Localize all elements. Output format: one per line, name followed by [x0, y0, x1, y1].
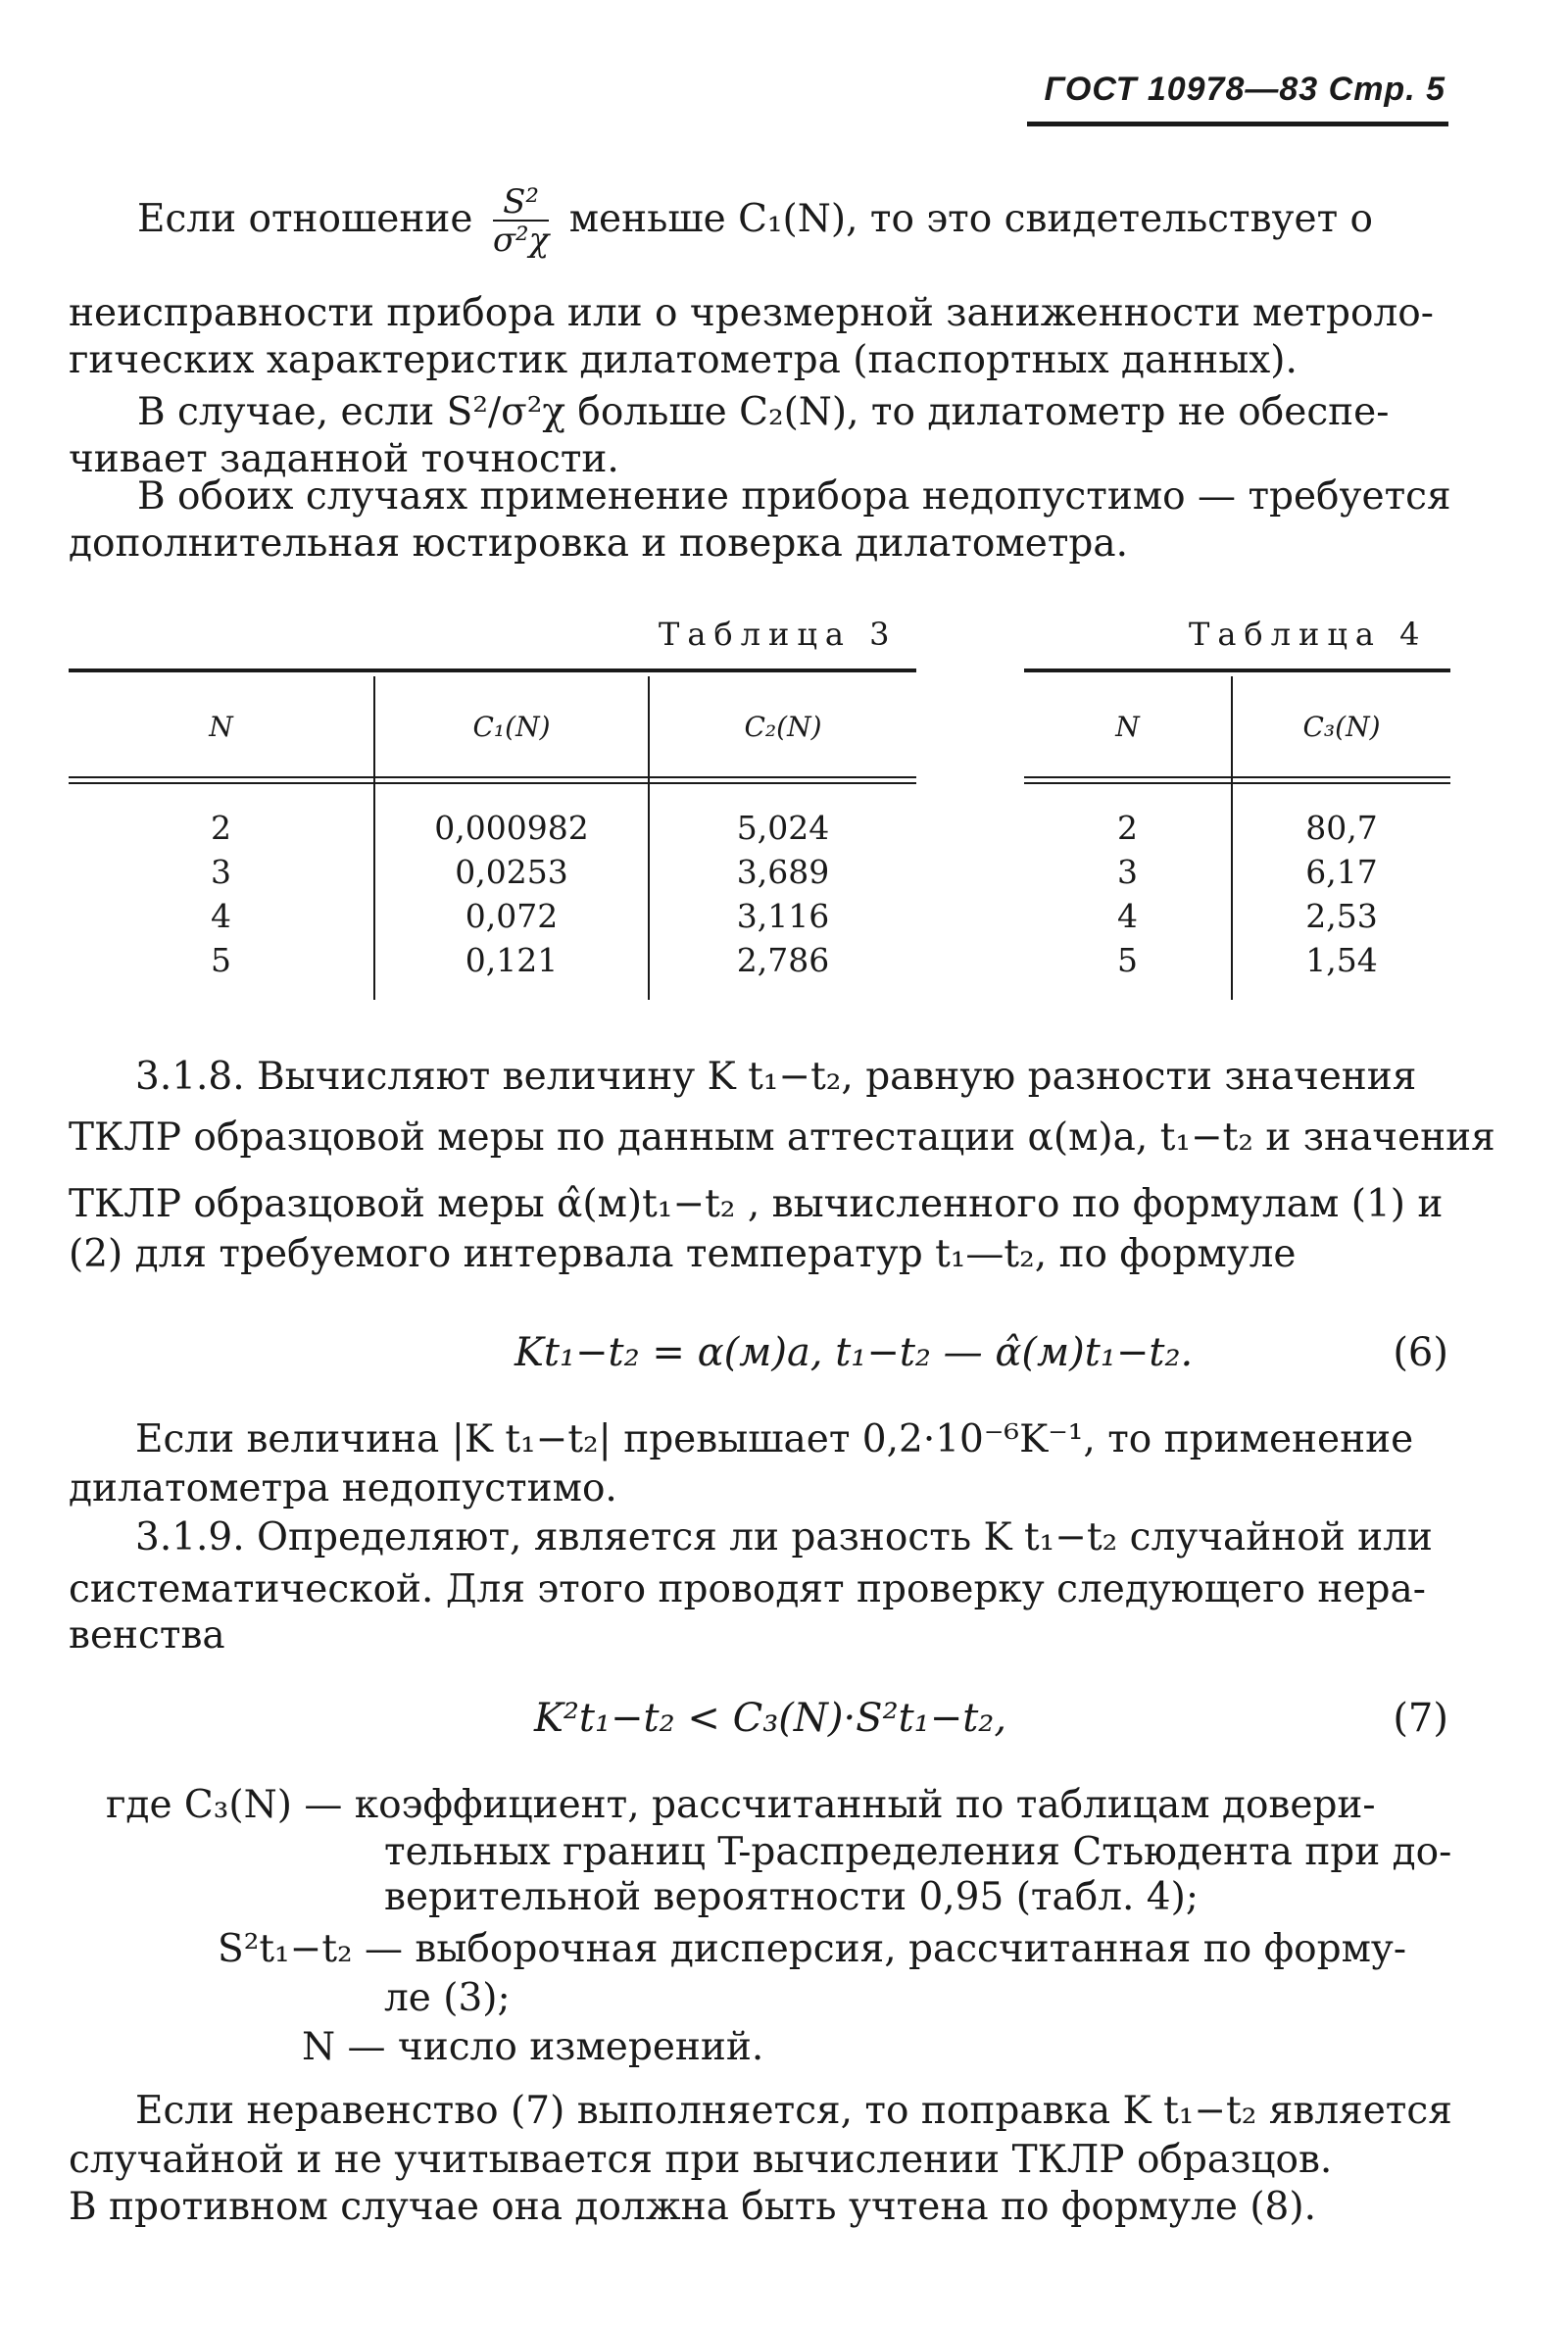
table4-row-3-c3: 6,17 — [1305, 853, 1378, 891]
table3-header-rule-a — [69, 776, 916, 778]
table4-row-2-n: 2 — [1117, 809, 1138, 847]
para1-line3: гических характеристик дилатометра (паспортных данных). — [69, 338, 1298, 382]
table3-row-3-n: 3 — [211, 853, 231, 891]
para2-line1: В случае, если S²/σ²χ больше C₂(N), то дилатометр не обеспе- — [137, 390, 1390, 434]
table4-row-4-c3: 2,53 — [1305, 897, 1378, 935]
para1-line1 — [137, 184, 1373, 259]
table4-header-n: N — [1115, 711, 1140, 743]
final-line2: случайной и не учитывается при вычислении ТКЛР образцов. — [69, 2138, 1333, 2182]
para3-line1: В обоих случаях применение прибора недопустимо — требуется — [137, 474, 1451, 519]
table3-row-5-c1: 0,121 — [465, 941, 559, 979]
table4-row-5-c3: 1,54 — [1305, 941, 1378, 979]
fraction-denominator: σ²χ — [492, 221, 550, 260]
sec318-line5: Если величина |K t₁−t₂| превышает 0,2·10⁻⁶K⁻¹, то применение — [135, 1417, 1414, 1461]
final-line3: В противном случае она должна быть учтена по формуле (8). — [69, 2185, 1316, 2229]
where-c3-line1: где C₃(N) — коэффициент, рассчитанный по таблицам довери- — [106, 1783, 1376, 1827]
sec318-line3: ТКЛР образцовой меры α̂(м)t₁−t₂ , вычисленного по формулам (1) и — [69, 1182, 1444, 1226]
formula-7: K²t₁−t₂ < C₃(N)·S²t₁−t₂, — [534, 1696, 1007, 1741]
sec318-line2: ТКЛР образцовой меры по данным аттестации α(м)a, t₁−t₂ и значения — [69, 1115, 1495, 1160]
table3-caption: Таблица 3 — [659, 616, 898, 653]
table4-caption: Таблица 4 — [1189, 616, 1428, 653]
table3-row-3-c2: 3,689 — [736, 853, 830, 891]
para1-line2: неисправности прибора или о чрезмерной заниженности метроло- — [69, 291, 1434, 335]
fraction-numerator: S² — [493, 184, 549, 222]
sec319-line1: 3.1.9. Определяют, является ли разность K t₁−t₂ случайной или — [135, 1515, 1433, 1560]
table4-top-rule — [1024, 668, 1450, 672]
para3-line2: дополнительная юстировка и поверка дилатометра. — [69, 521, 1129, 566]
final-line1: Если неравенство (7) выполняется, то поправка K t₁−t₂ является — [135, 2089, 1452, 2133]
table4-row-2-c3: 80,7 — [1305, 809, 1378, 847]
table3-row-2-c2: 5,024 — [736, 809, 830, 847]
where-n: N — число измерений. — [302, 2025, 764, 2069]
table3-row-3-c1: 0,0253 — [455, 853, 568, 891]
table4-row-5-n: 5 — [1117, 941, 1138, 979]
para1-prefix: Если отношение — [137, 197, 473, 241]
para1-suffix: меньше C₁(N), то это свидетельствует о — [568, 197, 1374, 241]
table3-row-5-n: 5 — [211, 941, 231, 979]
table3-row-4-c2: 3,116 — [736, 897, 830, 935]
table3-row-4-c1: 0,072 — [465, 897, 559, 935]
sec318-line4: (2) для требуемого интервала температур t₁—t₂, по формуле — [69, 1232, 1297, 1276]
para2-line2: чивает заданной точности. — [69, 437, 619, 481]
table4-header-c3: C₃(N) — [1302, 711, 1381, 743]
sec319-line3: венства — [69, 1613, 225, 1658]
where-c3-line3: верительной вероятности 0,95 (табл. 4); — [384, 1875, 1199, 1919]
table3-header-n: N — [209, 711, 233, 743]
table3-row-2-c1: 0,000982 — [434, 809, 589, 847]
where-s2-line2: ле (3); — [384, 1976, 511, 2020]
table4-header-rule-b — [1024, 782, 1450, 784]
where-c3-line2: тельных границ T-распределения Стьюдента при до- — [384, 1830, 1452, 1874]
formula-6-number: (6) — [1393, 1330, 1448, 1375]
sec319-line2: систематической. Для этого проводят проверку следующего нера- — [69, 1567, 1426, 1611]
formula-7-number: (7) — [1393, 1696, 1448, 1741]
page-header: ГОСТ 10978—83 Стр. 5 — [1044, 71, 1446, 108]
table4-row-3-n: 3 — [1117, 853, 1138, 891]
table4-header-rule-a — [1024, 776, 1450, 778]
table3-header-rule-b — [69, 782, 916, 784]
header-rule — [1027, 122, 1448, 126]
fraction — [493, 184, 549, 259]
where-s2-line1: S²t₁−t₂ — выборочная дисперсия, рассчитанная по форму- — [218, 1927, 1407, 1971]
sec318-line6: дилатометра недопустимо. — [69, 1466, 617, 1510]
table4-row-4-n: 4 — [1117, 897, 1138, 935]
table3-row-2-n: 2 — [211, 809, 231, 847]
table3-row-4-n: 4 — [211, 897, 231, 935]
table3-header-c2: C₂(N) — [744, 711, 822, 743]
table3-top-rule — [69, 668, 916, 672]
sec318-line1: 3.1.8. Вычисляют величину K t₁−t₂, равную разности значения — [135, 1055, 1417, 1099]
table3-row-5-c2: 2,786 — [736, 941, 830, 979]
formula-6: Kt₁−t₂ = α(м)a, t₁−t₂ — α̂(м)t₁−t₂. — [514, 1330, 1194, 1375]
table3-header-c1: C₁(N) — [472, 711, 551, 743]
